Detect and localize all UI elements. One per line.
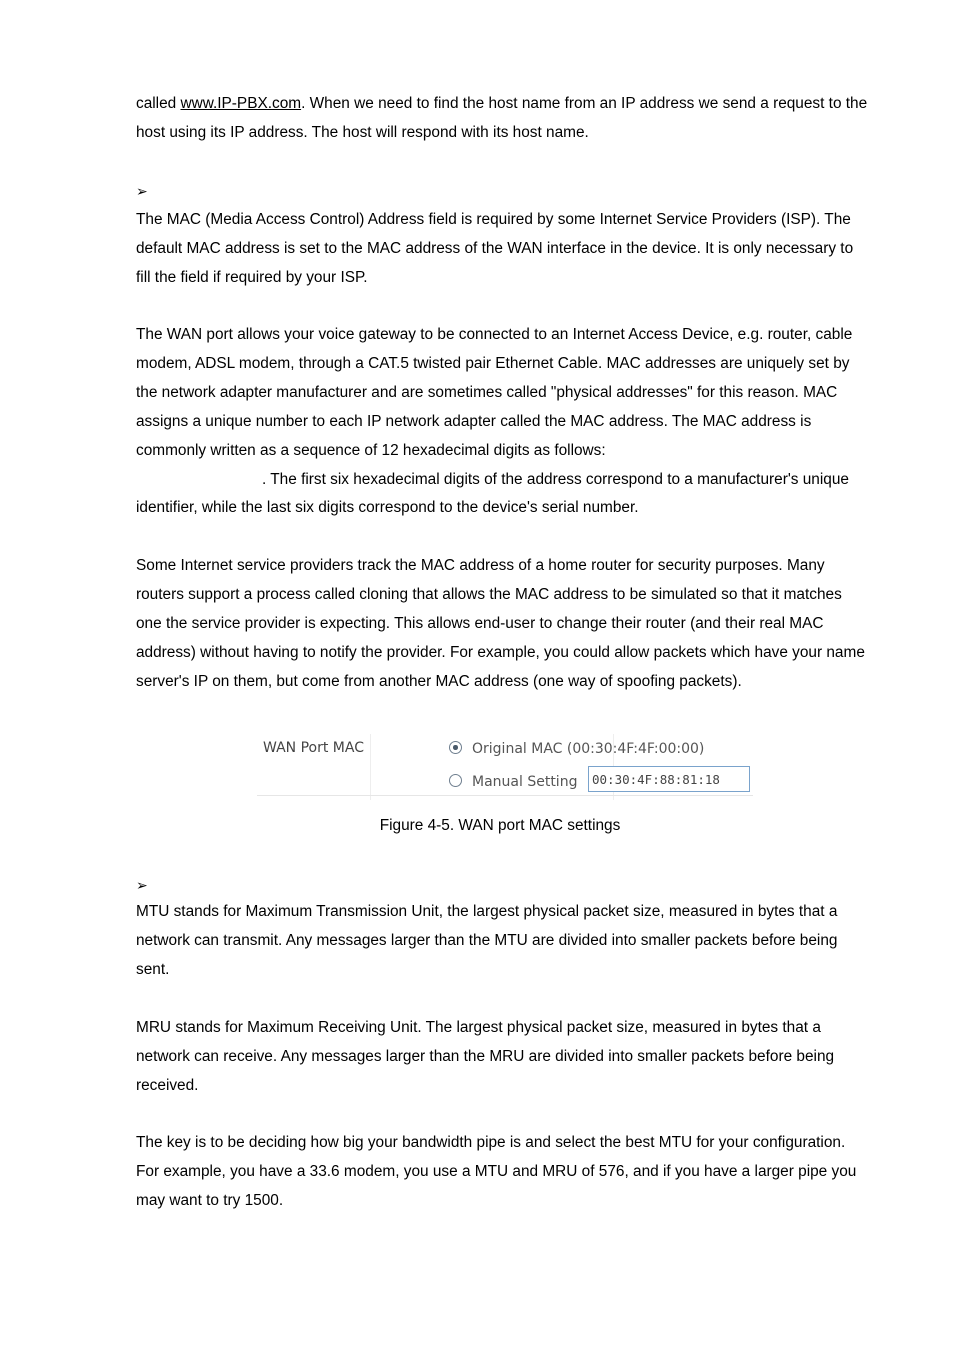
bullet-arrow-icon: ➢: [136, 183, 148, 199]
mac-cloning-paragraph: Some Internet service providers track the MAC address of a home router for security purposes. Many routers support a process called cloning that allows the MAC address to be simulated so that it matches one the service provider is expecting. This allows end-user to change their router (and their real MAC address) without having to notify the provider. For example, you could allow packets which have your name server's IP on them, but come from another MAC address (one way of spoofing packets).: [136, 557, 865, 690]
wan-port-mac-label: WAN Port MAC: [263, 740, 364, 756]
manual-setting-radio[interactable]: [449, 774, 462, 787]
intro-paragraph: [136, 90, 871, 148]
wan-port-text-2: . The first six hexadecimal digits of the address correspond to a manufacturer's unique identifier, while the last six digits correspond to the device's serial number.: [136, 470, 849, 517]
mru-paragraph: MRU stands for Maximum Receiving Unit. The largest physical packet size, measured in bytes that a network can receive. Any messages larger than the MRU are divided into smaller packets before being received.: [136, 1019, 835, 1094]
radio-selected-dot: [453, 745, 458, 750]
ip-pbx-link[interactable]: www.IP-PBX.com: [180, 95, 302, 112]
bullet-arrow-icon: ➢: [136, 877, 148, 893]
original-mac-option-label: Original MAC (00:30:4F:4F:00:00): [472, 741, 705, 757]
wan-port-mac-figure: [257, 734, 753, 800]
original-mac-radio[interactable]: [449, 741, 462, 754]
figure-row-border: [257, 795, 753, 796]
mtu-paragraph: MTU stands for Maximum Transmission Unit, the largest physical packet size, measured in bytes that a network can transmit. Any messages larger than the MTU are divided into smaller packets before being sent.: [136, 903, 838, 978]
manual-setting-option-label: Manual Setting: [472, 774, 578, 790]
intro-suffix: . When we need to find the host name from an IP address we send a request to the host using its IP address. The host will respond with its host name.: [136, 95, 868, 141]
figure-divider: [370, 734, 371, 800]
figure-caption: Figure 4-5. WAN port MAC settings: [379, 817, 621, 834]
mac-intro-paragraph: The MAC (Media Access Control) Address field is required by some Internet Service Providers (ISP). The default MAC address is set to the MAC address of the WAN interface in the device. It is only necessary to fill the field if required by your ISP.: [136, 211, 854, 286]
wan-port-text-1: The WAN port allows your voice gateway to be connected to an Internet Access Device, e.g. router, cable modem, ADSL modem, through a CAT.5 twisted pair Ethernet Cable. MAC addresses are uniquely set by the network adapter manufacturer and are sometimes called "physical addresses" for this reason. MAC assigns a unique number to each IP network adapter called the MAC address. The MAC address is commonly written as a sequence of 12 hexadecimal digits as follows:: [136, 326, 853, 459]
wan-port-paragraph: [136, 321, 871, 523]
intro-prefix: called: [136, 95, 181, 112]
manual-mac-input[interactable]: [588, 766, 750, 792]
mtu-advice-paragraph: The key is to be deciding how big your bandwidth pipe is and select the best MTU for your configuration. For example, you have a 33.6 modem, you use a MTU and MRU of 576, and if you have a larger pipe you may want to try 1500.: [136, 1134, 857, 1209]
